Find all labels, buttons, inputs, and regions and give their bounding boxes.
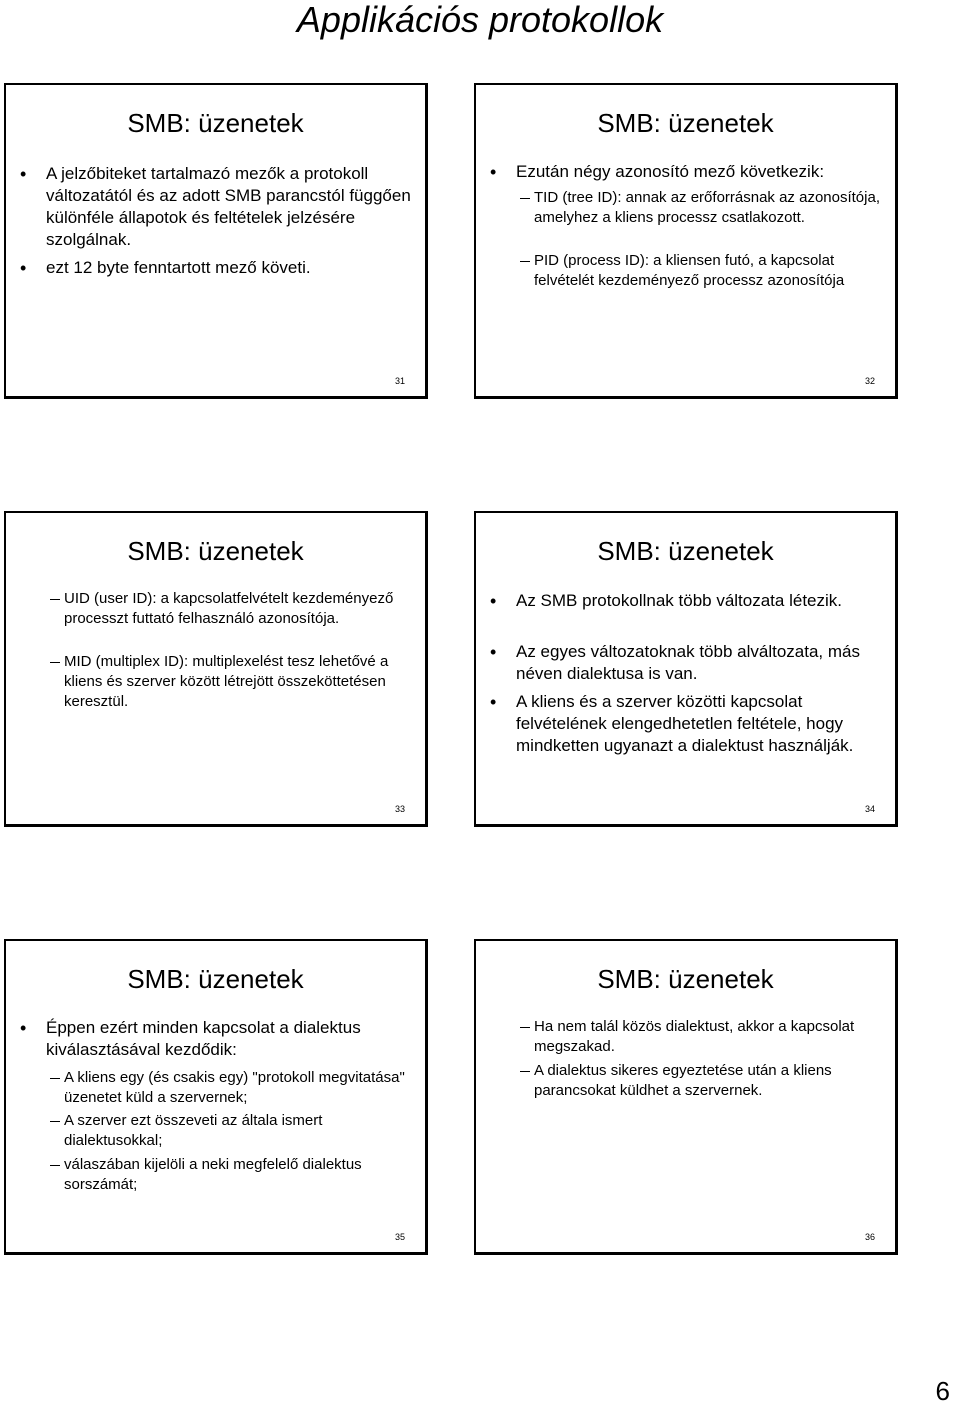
slide-number: 32 <box>864 376 875 386</box>
dash-icon <box>520 1017 534 1037</box>
bullet-item <box>490 641 881 685</box>
dash-item <box>520 251 881 291</box>
dash-text: A szerver ezt összeveti az általa ismert dialektusokkal; <box>64 1112 323 1149</box>
slide-number: 34 <box>864 804 875 814</box>
bullet-item <box>490 161 881 183</box>
slide-number: 35 <box>394 1232 405 1242</box>
bullet-text: ezt 12 byte fenntartott mező követi. <box>46 258 311 277</box>
bullet-item <box>20 1017 411 1061</box>
dash-item <box>520 188 881 228</box>
dash-icon <box>50 589 64 609</box>
slide-title: SMB: üzenetek <box>597 108 774 138</box>
dash-text: MID (multiplex ID): multiplexelést tesz lehetővé a kliens és szerver között létrejött összeköttetésen keresztül. <box>64 653 389 710</box>
slide-35 <box>4 939 428 1255</box>
bullet-icon: • <box>20 1018 27 1038</box>
bullet-icon: • <box>490 692 497 712</box>
bullet-icon: • <box>490 591 497 611</box>
dash-text: PID (process ID): a kliensen futó, a kapcsolat felvételét kezdeményező processz azonosítója <box>534 252 845 289</box>
bullet-icon: • <box>20 164 27 184</box>
dash-icon <box>520 1061 534 1081</box>
dash-item <box>50 1111 411 1151</box>
bullet-icon: • <box>490 642 497 662</box>
slide-number: 33 <box>394 804 405 814</box>
slide-number: 36 <box>864 1232 875 1242</box>
slide-36 <box>474 939 898 1255</box>
bullet-text: Az egyes változatoknak több alváltozata, más néven dialektusa is van. <box>516 642 860 683</box>
dash-item <box>520 1017 881 1057</box>
bullet-item <box>20 163 411 251</box>
dash-item <box>50 1155 411 1195</box>
slide-title: SMB: üzenetek <box>597 536 774 566</box>
slide-title: SMB: üzenetek <box>127 536 304 566</box>
slide-34 <box>474 511 898 827</box>
slide-number: 31 <box>394 376 405 386</box>
slide-title: SMB: üzenetek <box>597 964 774 994</box>
dash-text: A dialektus sikeres egyeztetése után a kliens parancsokat küldhet a szervernek. <box>534 1062 832 1099</box>
bullet-text: A kliens és a szerver közötti kapcsolat felvételének elengedhetetlen feltétele, hogy mindketten ugyanazt a dialektust használják. <box>516 692 854 755</box>
dash-icon <box>50 1155 64 1175</box>
bullet-icon: • <box>20 258 27 278</box>
slide-title: SMB: üzenetek <box>127 108 304 138</box>
dash-icon <box>520 251 534 271</box>
dash-icon <box>50 1111 64 1131</box>
dash-icon <box>520 188 534 208</box>
dash-icon <box>50 1068 64 1088</box>
dash-item <box>50 652 411 712</box>
dash-item <box>50 1068 411 1108</box>
bullet-text: Éppen ezért minden kapcsolat a dialektus kiválasztásával kezdődik: <box>46 1018 361 1059</box>
bullet-icon: • <box>490 162 497 182</box>
bullet-item <box>20 257 411 279</box>
bullet-item <box>490 590 881 612</box>
slide-31 <box>4 83 428 399</box>
slide-33 <box>4 511 428 827</box>
dash-text: válaszában kijelöli a neki megfelelő dialektus sorszámát; <box>64 1156 362 1193</box>
dash-text: TID (tree ID): annak az erőforrásnak az azonosítója, amelyhez a kliens processz csatlakozott. <box>534 189 880 226</box>
bullet-text: A jelzőbiteket tartalmazó mezők a protokoll változatától és az adott SMB parancstól függően különféle állapotok és feltételek jelzésére szolgálnak. <box>46 164 411 249</box>
bullet-text: Ezután négy azonosító mező következik: <box>516 162 825 181</box>
dash-text: UID (user ID): a kapcsolatfelvételt kezdeményező processzt futtató felhasználó azonosítója. <box>64 590 394 627</box>
dash-item <box>520 1061 881 1101</box>
page-title: Applikációs protokollok <box>296 0 664 40</box>
dash-text: Ha nem talál közös dialektust, akkor a kapcsolat megszakad. <box>534 1018 855 1055</box>
bullet-item <box>490 691 881 757</box>
slide-title: SMB: üzenetek <box>127 964 304 994</box>
dash-icon <box>50 652 64 672</box>
slide-32 <box>474 83 898 399</box>
bullet-text: Az SMB protokollnak több változata létezik. <box>516 591 842 610</box>
page-number: 6 <box>935 1376 950 1406</box>
dash-text: A kliens egy (és csakis egy) "protokoll megvitatása" üzenetet küld a szervernek; <box>64 1069 405 1106</box>
dash-item <box>50 589 411 629</box>
